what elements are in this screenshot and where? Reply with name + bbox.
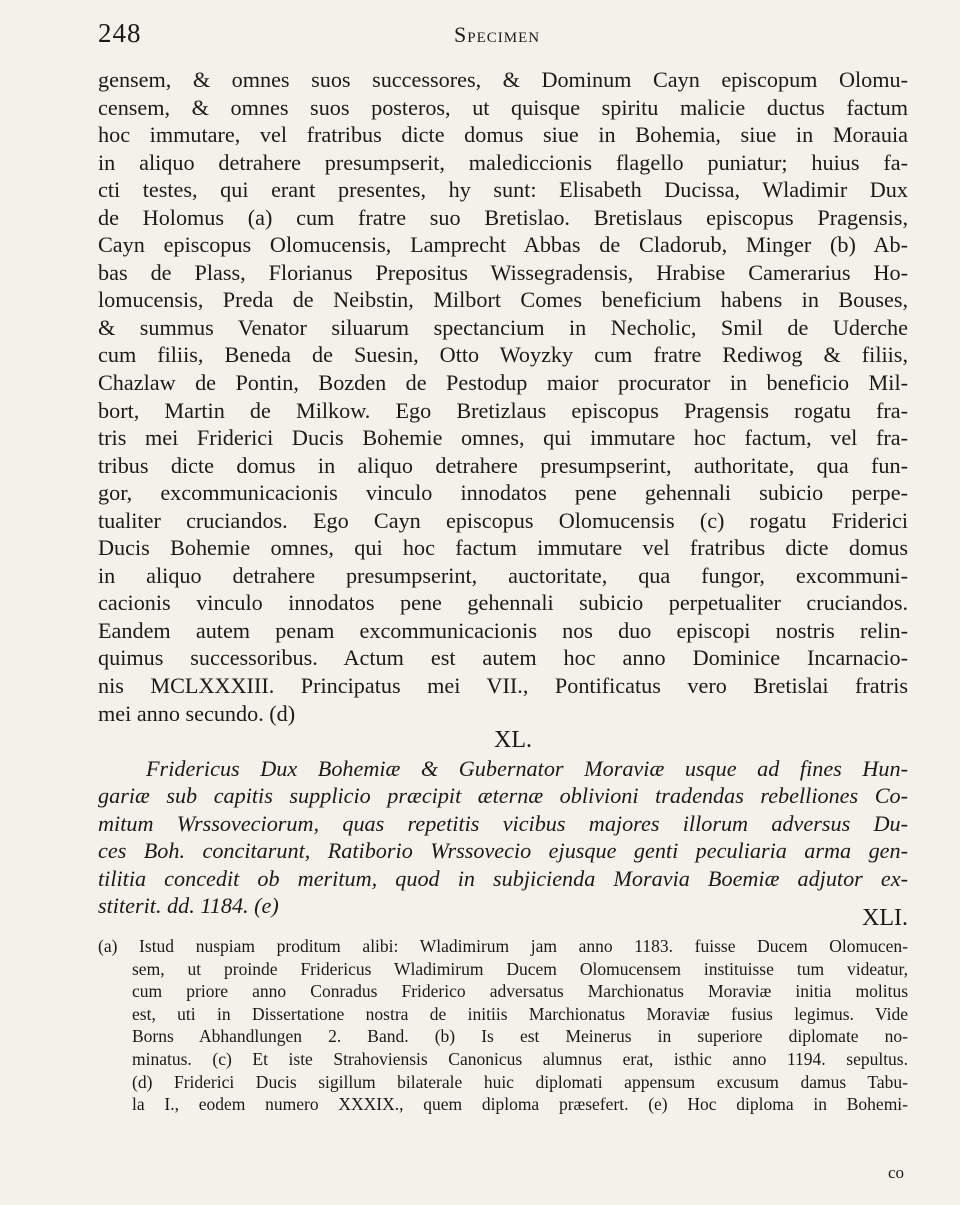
text-line: cacionis vinculo innodatos pene gehennali subicio perpetualiter cruciandos. bbox=[98, 590, 908, 616]
text-line: Ducis Bohemie omnes, qui hoc factum immutare vel fratribus dicte domus bbox=[98, 535, 908, 561]
text-line: cum filiis, Beneda de Suesin, Otto Woyzky cum fratre Rediwog & filiis, bbox=[98, 342, 908, 368]
text-line: tribus dicte domus in aliquo detrahere presumpserint, authoritate, qua fun- bbox=[98, 452, 908, 478]
catchword: co bbox=[887, 1163, 904, 1182]
running-title: Specimen bbox=[454, 22, 541, 47]
text-line: Cayn episcopus Olomucensis, Lamprecht Abbas de Cladorub, Minger (b) Ab- bbox=[98, 232, 908, 258]
text-line: tris mei Friderici Ducis Bohemie omnes, qui immutare hoc factum, vel fra- bbox=[98, 425, 908, 451]
page-number: 248 bbox=[98, 18, 142, 48]
text-line: bas de Plass, Florianus Prepositus Wissegradensis, Hrabise Camerarius Ho- bbox=[98, 259, 908, 285]
footnote-line: (d) Friderici Ducis sigillum bilaterale huic diplomati appensum excusum damus Tabu- bbox=[132, 1071, 908, 1092]
summary-line: ces Boh. concitarunt, Ratiborio Wrssovecio ejusque genti peculiaria arma gen- bbox=[98, 838, 908, 864]
text-line: mei anno secundo. (d) bbox=[98, 700, 296, 726]
summary-line: tilitia concedit ob meritum, quod in subjicienda Moravia Boemiæ adjutor ex- bbox=[98, 865, 908, 891]
summary-line: Fridericus Dux Bohemiæ & Gubernator Moraviæ usque ad fines Hun- bbox=[146, 755, 908, 781]
text-line: gor, excommunicacionis vinculo innodatos pene gehennali subicio perpe- bbox=[98, 480, 908, 506]
text-line: Eandem autem penam excommunicacionis nos duo episcopi nostris relin- bbox=[98, 617, 908, 643]
footnote-line: est, uti in Dissertatione nostra de initiis Marchionatus Moraviæ fusius legimus. Vide bbox=[132, 1003, 908, 1024]
text-line: & summus Venator siluarum spectancium in Necholic, Smil de Uderche bbox=[98, 314, 908, 340]
text-line: quimus successoribus. Actum est autem hoc anno Dominice Incarnacio- bbox=[98, 645, 908, 671]
text-line: cti testes, qui erant presentes, hy sunt: Elisabeth Ducissa, Wladimir Dux bbox=[98, 177, 908, 203]
footnote-line: (a) Istud nuspiam proditum alibi: Wladimirum jam anno 1183. fuisse Ducem Olomucen- bbox=[98, 936, 908, 956]
text-line: Chazlaw de Pontin, Bozden de Pestodup maior procurator in beneficio Mil- bbox=[98, 370, 908, 396]
next-section-heading: XLI. bbox=[862, 905, 908, 931]
summary-line: stiterit. dd. 1184. (e) bbox=[98, 893, 279, 919]
text-line: bort, Martin de Milkow. Ego Bretizlaus episcopus Pragensis rogatu fra- bbox=[98, 397, 908, 423]
text-line: in aliquo detrahere presumpserit, malediccionis flagello puniatur; huius fa- bbox=[98, 149, 908, 175]
summary-line: gariæ sub capitis supplicio præcipit æternæ oblivioni tradendas rebelliones Co- bbox=[98, 783, 908, 809]
text-line: gensem, & omnes suos successores, & Dominum Cayn episcopum Olomu- bbox=[98, 67, 908, 92]
text-line: de Holomus (a) cum fratre suo Bretislao. Bretislaus episcopus Pragensis, bbox=[98, 204, 908, 230]
footnotes bbox=[98, 935, 908, 1116]
footnote-line: la I., eodem numero XXXIX., quem diploma præsefert. (e) Hoc diploma in Bohemi- bbox=[132, 1094, 908, 1115]
footnote-line: minatus. (c) Et iste Strahoviensis Canonicus alumnus erat, isthic anno 1194. sepultus. bbox=[132, 1048, 908, 1069]
text-line: lomucensis, Preda de Neibstin, Milbort Comes beneficium habens in Bouses, bbox=[98, 287, 908, 313]
page-header bbox=[98, 18, 900, 54]
charter-text bbox=[98, 66, 908, 920]
text-line: in aliquo detrahere presumpserint, auctoritate, qua fungor, excommuni- bbox=[98, 562, 908, 588]
section-summary bbox=[98, 755, 908, 920]
footnote-line: cum priore anno Conradus Friderico adversatus Marchionatus Moraviæ initia molitus bbox=[132, 981, 908, 1002]
summary-line: mitum Wrssoveciorum, quas repetitis vicibus majores illorum adversus Du- bbox=[98, 810, 908, 836]
text-line: tualiter cruciandos. Ego Cayn episcopus Olomucensis (c) rogatu Friderici bbox=[98, 507, 908, 533]
footnote-line: Borns Abhandlungen 2. Band. (b) Is est Meinerus in superiore diplomate no- bbox=[132, 1026, 908, 1047]
section-heading: XL. bbox=[494, 727, 532, 754]
text-line: hoc immutare, vel fratribus dicte domus siue in Bohemia, siue in Morauia bbox=[98, 122, 908, 148]
footnote-line: sem, ut proinde Fridericus Wladimirum Ducem Olomucensem instituisse tum videatur, bbox=[132, 958, 908, 979]
text-line: censem, & omnes suos posteros, ut quisque spiritu malicie ductus factum bbox=[98, 94, 908, 120]
text-line: nis MCLXXXIII. Principatus mei VII., Pontificatus vero Bretislai fratris bbox=[98, 673, 908, 699]
